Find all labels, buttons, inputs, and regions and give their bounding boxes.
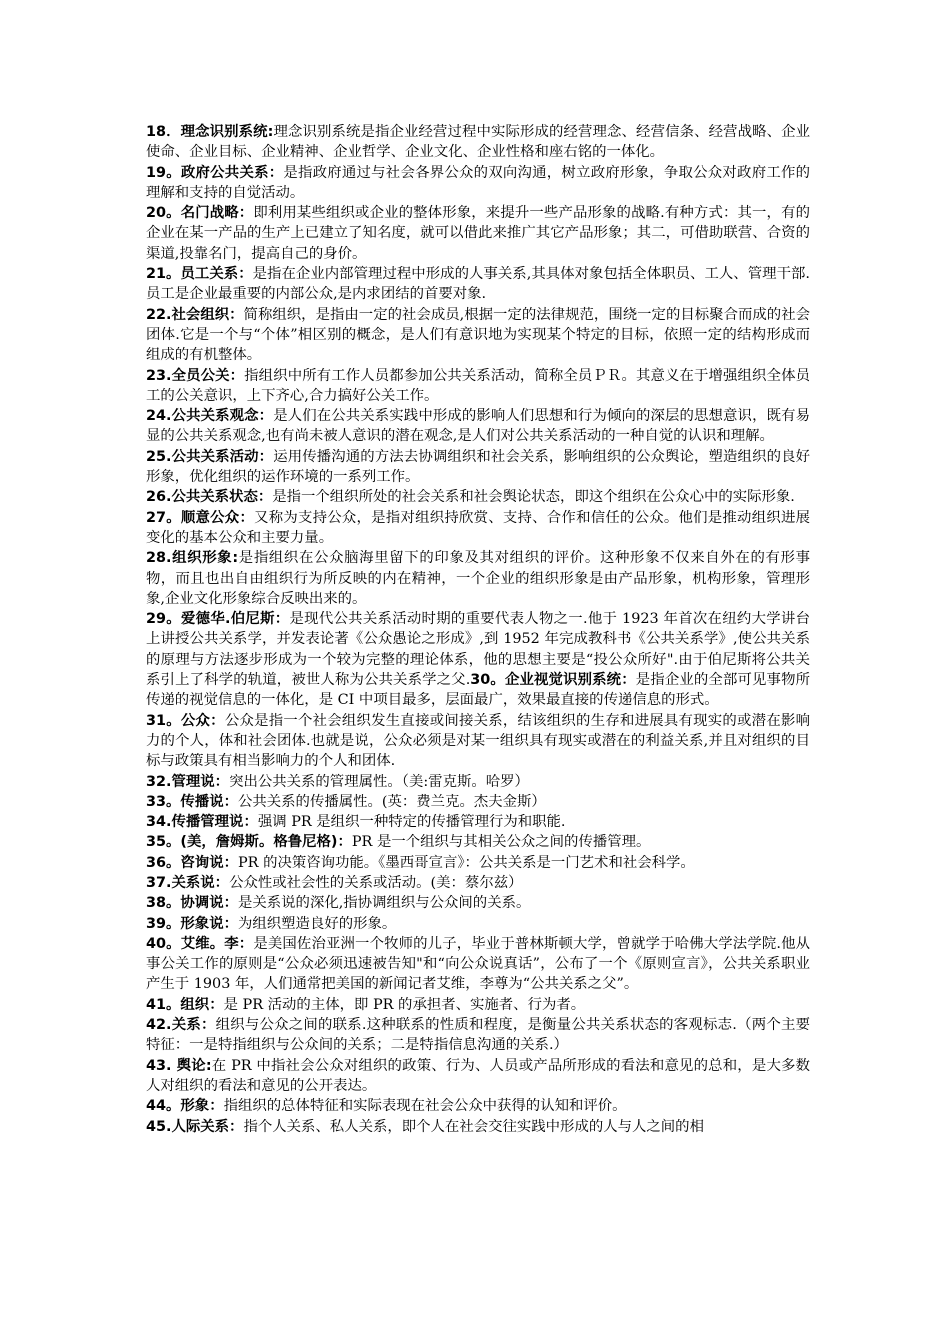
- entry-term: 26.公共关系状态：: [146, 489, 273, 506]
- entry-term-secondary: 30。企业视觉识别系统：: [470, 672, 636, 689]
- definition-entry-21: [146, 264, 810, 305]
- entry-definition: 指组织中所有工作人员都参加公共关系活动，简称全员ＰＲ。其意义在于增强组织全体员工的公关意识，上下齐心,合力搞好公关工作。: [146, 367, 810, 404]
- entry-definition: 公众是指一个社会组织发生直接或间接关系，结该组织的生存和进展具有现实的或潜在影响力的个人，体和社会团体.也就是说，公众必须是对某一组织具有现实或潜在的利益关系,并且对组织的目标与政策具有相当影响力的个人和团体.: [146, 712, 810, 770]
- entry-term: 38。协调说：: [146, 895, 238, 912]
- definition-entry-41: [146, 995, 810, 1015]
- entry-term: 43. 舆论:: [146, 1057, 212, 1074]
- definition-entry-34: [146, 812, 810, 832]
- entry-term: 34.传播管理说：: [146, 814, 258, 831]
- entry-definition: 是现代公共关系活动时期的重要代表人物之一.他于 1923 年首次在纽约大学讲台上讲授公共关系学，并发表论著《公众愚论之形成》,到 1952 年完成教科书《公共关系学》,使公共关系的原理与方法逐步形成为一个较为完整的理论体系，他的思想主要是“投公众所好".由于伯尼斯将公共关系引上了科学的轨道，被世人称为公共关系学之父.: [146, 611, 810, 689]
- entry-definition: 是指在企业内部管理过程中形成的人事关系,其具体对象包括全体职员、工人、管理干部.员工是企业最重要的内部公众,是内求团结的首要对象.: [146, 266, 810, 303]
- entry-term: 23.全员公关：: [146, 367, 245, 384]
- entry-term: 22.社会组织：: [146, 306, 244, 323]
- definition-entry-42: [146, 1015, 810, 1056]
- definition-entry-23: [146, 366, 810, 407]
- entry-definition: 是指一个组织所处的社会关系和社会舆论状态，即这个组织在公众心中的实际形象.: [272, 489, 795, 506]
- entry-definition: 指组织的总体特征和实际表现在社会公众中获得的认知和评价。: [223, 1098, 627, 1115]
- entry-term: 18．理念识别系统:: [146, 124, 274, 140]
- entry-definition: PR 是一个组织与其相关公众之间的传播管理。: [351, 834, 651, 851]
- entry-definition: 突出公共关系的管理属性。（美:雷克斯。哈罗）: [229, 773, 529, 790]
- entry-definition: 公共关系的传播属性。(英：费兰克。杰夫金斯）: [237, 793, 546, 810]
- definition-entry-19: [146, 163, 810, 204]
- entry-term: 20。名门战略：: [146, 205, 254, 222]
- definition-entry-33: [146, 792, 810, 812]
- entry-definition: 理念识别系统是指企业经营过程中实际形成的经营理念、经营信条、经营战略、企业使命、企业目标、企业精神、企业哲学、企业文化、企业性格和座右铭的一体化。: [146, 124, 810, 161]
- entry-definition: 即利用某些组织或企业的整体形象，来提升一些产品形象的战略.有种方式：其一，有的企业在某一产品的生产上已建立了知名度，就可以借此来推广其它产品形象；其二，可借助联营、合资的渠道,投靠名门，提高自己的身价。: [146, 205, 811, 262]
- definition-entry-26: [146, 487, 810, 507]
- document-page: [146, 122, 810, 1137]
- entry-term: 45.人际关系：: [146, 1118, 244, 1135]
- entry-definition: 公众性或社会性的关系或活动。(美：蔡尔兹）: [229, 874, 523, 891]
- definition-entry-22: [146, 305, 810, 366]
- entry-term: 35。(美，詹姆斯。格鲁尼格)：: [146, 834, 352, 851]
- entry-term: 33。传播说：: [146, 793, 238, 810]
- definition-entry-40: [146, 934, 810, 995]
- definition-entry-44: [146, 1096, 810, 1116]
- definition-entry-39: [146, 914, 810, 934]
- entry-definition: 在 PR 中指社会公众对组织的政策、行为、人员或产品所形成的看法和意见的总和，是大多数人对组织的看法和意见的公开表达。: [146, 1057, 810, 1094]
- definition-entry-25: [146, 447, 810, 488]
- entry-term: 40。艾维。李：: [146, 935, 254, 952]
- entry-term: 19。政府公共关系：: [146, 164, 284, 181]
- entry-definition: PR 的决策咨询功能。《墨西哥宣言》：公共关系是一门艺术和社会科学。: [237, 854, 695, 871]
- entry-term: 41。组织：: [146, 996, 224, 1013]
- entry-term: 28.组织形象:: [146, 550, 239, 567]
- entry-definition: 简称组织，是指由一定的社会成员,根据一定的法律规范，围绕一定的目标聚合而成的社会团体.它是一个与“个体”相区别的概念，是人们有意识地为实现某个特定的目标，依照一定的结构形成而组成的有机整体。: [146, 306, 810, 364]
- definition-entry-24: [146, 406, 810, 447]
- entry-term: 42.关系：: [146, 1017, 216, 1034]
- entry-term: 39。形象说：: [146, 915, 238, 932]
- entry-definition: 强调 PR 是组织一种特定的传播管理行为和职能.: [257, 814, 566, 831]
- definition-entry-38: [146, 893, 810, 913]
- entry-definition-secondary: 是指企业的全部可见事物所传递的视觉信息的一体化，是 CI 中项目最多，层面最广，效果最直接的传递信息的形式。: [146, 672, 810, 709]
- entry-definition: 运用传播沟通的方法去协调组织和社会关系，影响组织的公众舆论，塑造组织的良好形象，优化组织的运作环境的一系列工作。: [146, 448, 810, 486]
- entry-definition: 是美国佐治亚洲一个牧师的儿子，毕业于普林斯顿大学，曾就学于哈佛大学法学院.他从事公关工作的原则是“公众必须迅速被告知"和“向公众说真话”，公布了一个《原则宣言》，公共关系职业产生于 1903 年，人们通常把美国的新闻记者艾维，李尊为“公共关系之父”。: [146, 935, 811, 993]
- definition-entry-43: [146, 1056, 810, 1097]
- definition-entry-45: [146, 1117, 810, 1137]
- entry-term: 36。咨询说：: [146, 854, 238, 871]
- entry-term: 24.公共关系观念：: [146, 408, 274, 425]
- entry-term: 29。爱德华.伯尼斯：: [146, 611, 290, 628]
- entry-definition: 组织与公众之间的联系.这种联系的性质和程度，是衡量公共关系状态的客观标志.（两个主要特征：一是特指组织与公众间的关系；二是特指信息沟通的关系.）: [146, 1017, 810, 1054]
- entry-definition: 为组织塑造良好的形象。: [237, 915, 397, 932]
- entry-definition: 是 PR 活动的主体，即 PR 的承担者、实施者、行为者。: [223, 996, 586, 1013]
- entry-term: 21。员工关系：: [146, 266, 253, 283]
- entry-definition: 是关系说的深化,指协调组织与公众间的关系。: [237, 895, 531, 912]
- definition-entry-18: [146, 122, 810, 163]
- entry-definition: 是指政府通过与社会各界公众的双向沟通，树立政府形象，争取公众对政府工作的理解和支持的自觉活动。: [146, 164, 810, 201]
- definition-entry-35: [146, 832, 810, 852]
- entry-term: 37.关系说：: [146, 874, 230, 891]
- entry-definition: 指个人关系、私人关系，即个人在社会交往实践中形成的人与人之间的相: [243, 1118, 704, 1135]
- entry-definition: 是人们在公共关系实践中形成的影响人们思想和行为倾向的深层的思想意识，既有易显的公共关系观念,也有尚未被人意识的潜在观念,是人们对公共关系活动的一种自觉的认识和理解。: [146, 408, 810, 445]
- definition-entry-20: [146, 203, 810, 264]
- definition-entry-29-30: [146, 609, 810, 710]
- definition-entry-37: [146, 873, 810, 893]
- entry-term: 25.公共关系活动：: [146, 448, 274, 465]
- entry-definition: 是指组织在公众脑海里留下的印象及其对组织的评价。这种形象不仅来自外在的有形事物，而且也出自由组织行为所反映的内在精神，一个企业的组织形象是由产品形象，机构形象，管理形象,企业文化形象综合反映出来的。: [146, 550, 810, 607]
- entry-term: 32.管理说：: [146, 773, 230, 790]
- definition-entry-28: [146, 548, 810, 609]
- entry-term: 31。公众：: [146, 712, 225, 729]
- definition-entry-27: [146, 508, 810, 549]
- definition-entry-31: [146, 711, 810, 772]
- definition-entry-36: [146, 853, 810, 873]
- entry-definition: 又称为支持公众，是指对组织持欣赏、支持、合作和信任的公众。他们是推动组织进展变化的基本公众和主要力量。: [146, 509, 810, 546]
- entry-term: 44。形象：: [146, 1098, 224, 1115]
- entry-term: 27。顺意公众：: [146, 509, 255, 526]
- definition-entry-32: [146, 772, 810, 792]
